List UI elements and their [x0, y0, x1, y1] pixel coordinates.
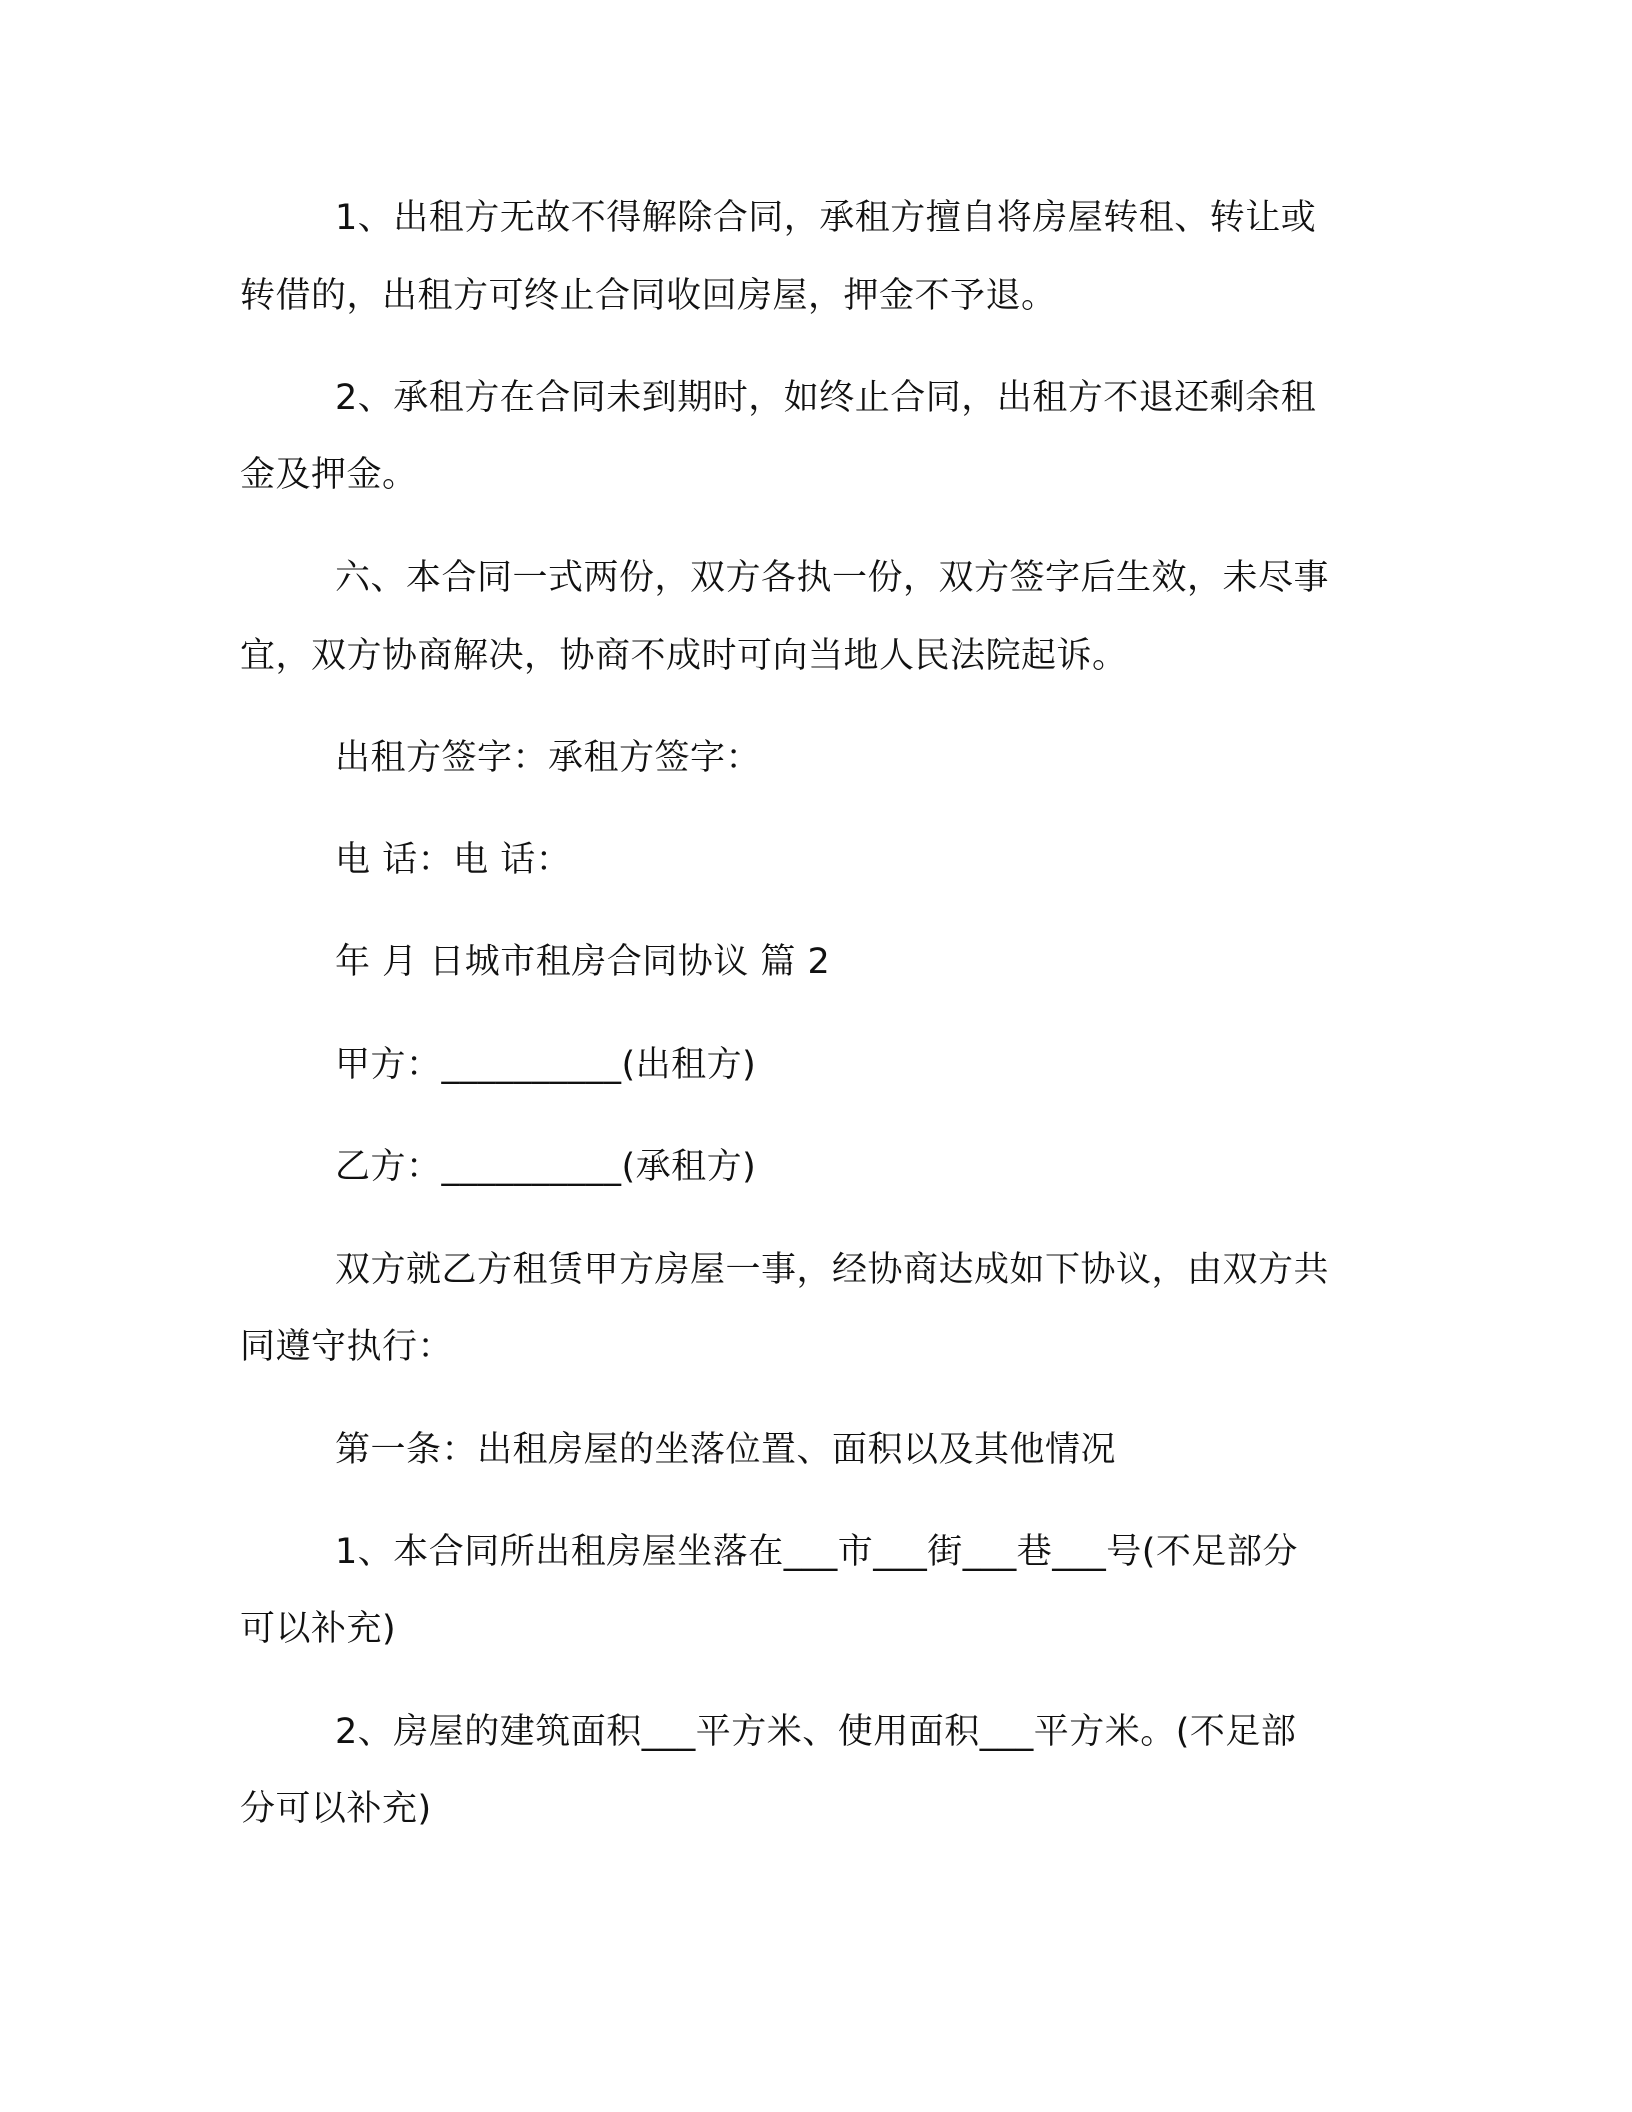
text-line: 六、本合同一式两份，双方各执一份，双方签字后生效，未尽事	[335, 558, 1330, 598]
text-line: 2、承租方在合同未到期时，如终止合同，出租方不退还剩余租	[335, 378, 1317, 418]
article-heading: 第一条：出租房屋的坐落位置、面积以及其他情况	[335, 1430, 1117, 1470]
phone-line: 电 话：电 话：	[335, 840, 572, 880]
text-line: 转借的，出租方可终止合同收回房屋，押金不予退。	[240, 276, 1057, 316]
text-line: 同遵守执行：	[240, 1327, 454, 1367]
text-line: 分可以补充)	[240, 1789, 432, 1829]
date-title-line: 年 月 日城市租房合同协议 篇 2	[335, 942, 831, 982]
text-line: 1、出租方无故不得解除合同，承租方擅自将房屋转租、转让或	[335, 198, 1317, 238]
party-b-line: 乙方：__________(承租方)	[335, 1147, 757, 1187]
party-a-line: 甲方：__________(出租方)	[335, 1045, 757, 1085]
text-line: 宜，双方协商解决，协商不成时可向当地人民法院起诉。	[240, 636, 1128, 676]
text-line: 双方就乙方租赁甲方房屋一事，经协商达成如下协议，由双方共	[335, 1250, 1330, 1290]
text-line: 1、本合同所出租房屋坐落在___市___街___巷___号(不足部分	[335, 1532, 1298, 1572]
text-line: 可以补充)	[240, 1609, 397, 1649]
signature-line: 出租方签字：承租方签字：	[335, 738, 762, 778]
text-line: 金及押金。	[240, 455, 418, 495]
text-line: 2、房屋的建筑面积___平方米、使用面积___平方米。(不足部	[335, 1712, 1297, 1752]
